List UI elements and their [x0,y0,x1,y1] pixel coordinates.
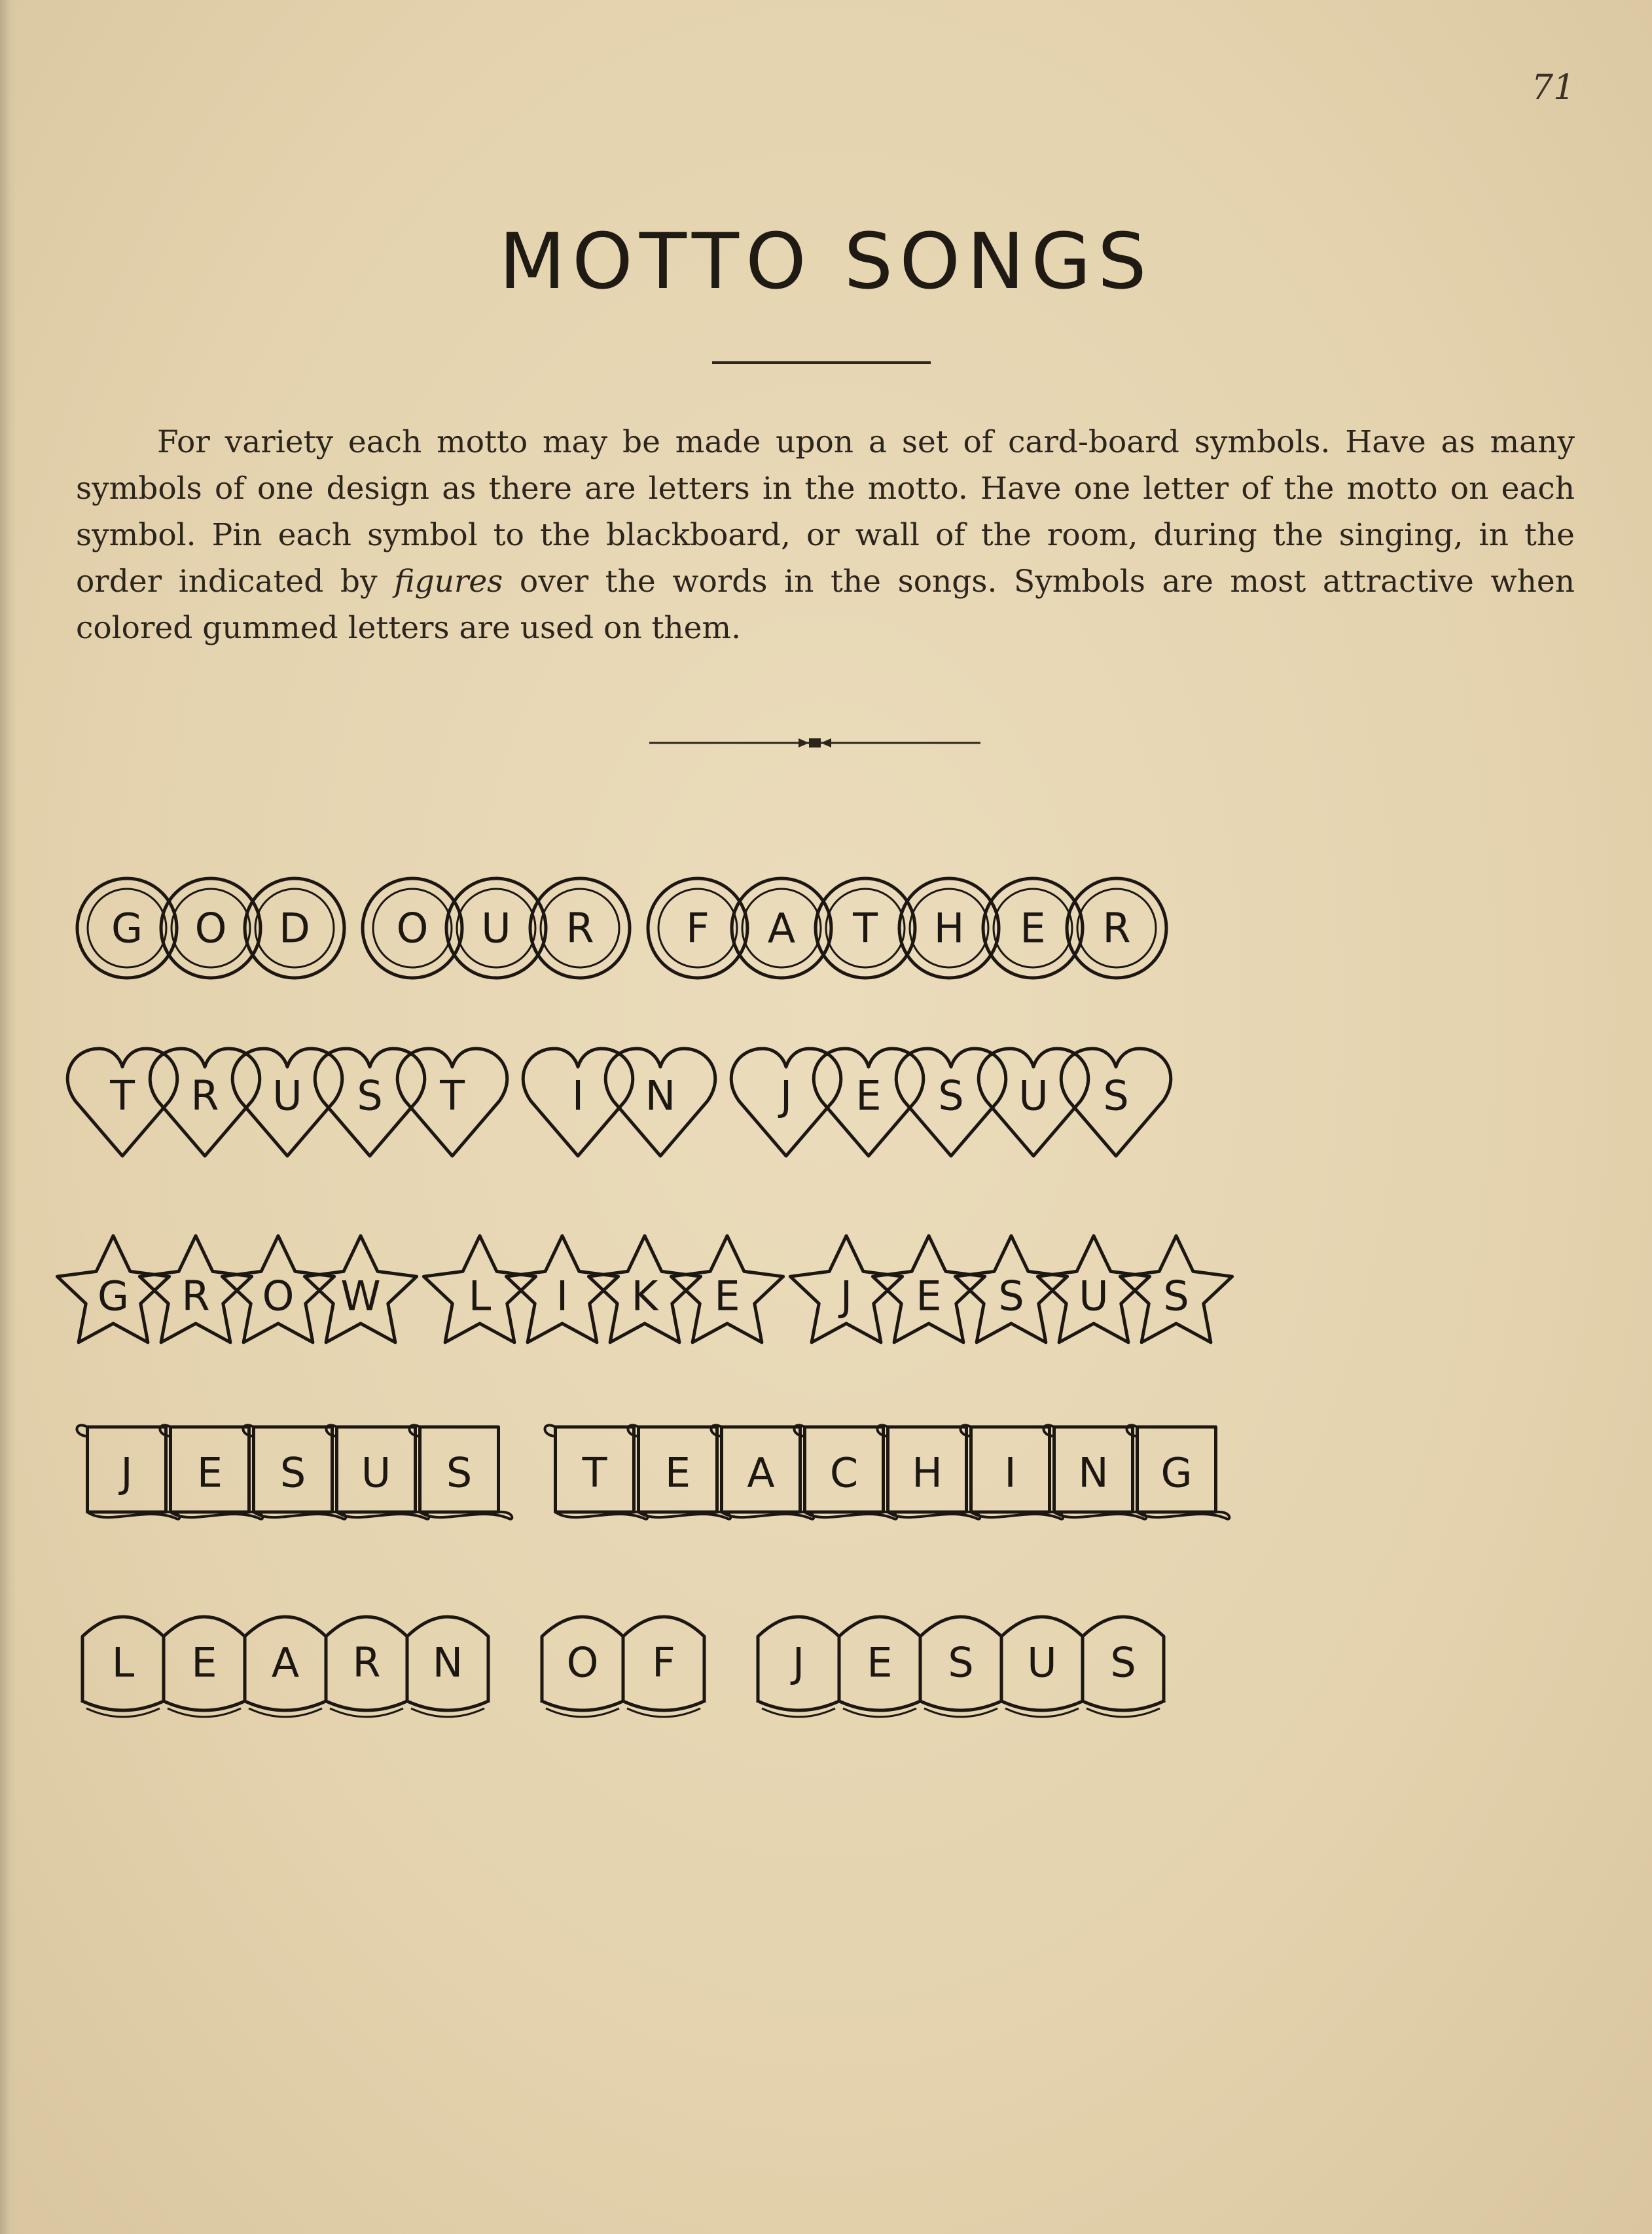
symbol-letter: J [120,1449,133,1497]
symbol-letter: J [780,1072,793,1120]
symbol-letter: O [396,904,429,952]
symbol-letter: O [194,904,227,952]
symbol-letter: S [948,1638,974,1687]
motto-word-jesus [731,1049,1171,1156]
symbol-letter: L [468,1272,492,1320]
symbol-letter: T [582,1449,607,1497]
motto-symbols-star [0,1224,1652,1355]
motto-row-5 [0,1597,1652,1728]
motto-row-2 [0,1038,1652,1169]
book-symbol [1081,1617,1165,1717]
motto-symbols-heart [0,1038,1652,1169]
scroll-symbol [326,1425,429,1519]
scroll-symbol [794,1425,897,1519]
symbol-letter: U [361,1449,391,1497]
scroll-symbol [1126,1425,1229,1519]
symbol-letter: R [190,1072,219,1120]
symbol-letter: K [631,1272,658,1320]
motto-word-jesus [790,1236,1232,1342]
title-rule [712,361,931,364]
book-symbol [406,1617,490,1717]
book-symbol [541,1617,624,1717]
motto-word-of [541,1617,706,1717]
symbol-letter: O [566,1638,599,1687]
motto-row-1 [0,863,1652,994]
symbol-letter: A [271,1638,300,1687]
intro-paragraph [76,419,1575,651]
scroll-symbol [160,1425,262,1519]
symbol-letter: S [998,1272,1024,1320]
symbol-letter: J [792,1638,805,1687]
page-number: 71 [1532,68,1575,107]
symbol-letter: U [481,904,511,952]
book-symbol [81,1617,165,1717]
symbol-letter: I [571,1072,584,1120]
symbol-letter: I [1004,1449,1016,1497]
symbol-letter: S [446,1449,473,1497]
symbol-letter: S [279,1449,306,1497]
motto-word-trust [67,1049,507,1156]
scroll-symbol [545,1425,647,1519]
symbol-letter: R [566,904,594,952]
symbol-letter: N [645,1072,676,1120]
symbol-letter: T [853,904,878,952]
symbol-letter: E [855,1072,882,1120]
symbol-letter: E [867,1638,893,1687]
book-symbol [325,1617,408,1717]
motto-word-father [648,878,1166,978]
motto-symbols-book [0,1597,1652,1728]
symbol-letter: R [352,1638,381,1687]
book-symbol [919,1617,1003,1717]
symbol-letter: N [432,1638,463,1687]
book-symbol [162,1617,246,1717]
scroll-symbol [877,1425,980,1519]
symbol-letter: R [181,1272,210,1320]
symbol-letter: L [111,1638,135,1687]
motto-word-jesus [77,1425,512,1519]
symbol-letter: N [1078,1449,1109,1497]
symbol-letter: E [1020,904,1046,952]
symbol-letter: F [652,1638,675,1687]
symbol-letter: F [686,904,709,952]
symbol-letter: G [111,904,143,952]
symbol-letter: T [440,1072,465,1120]
symbol-letter: E [196,1449,223,1497]
symbol-letter: O [262,1272,295,1320]
symbol-letter: S [1110,1638,1136,1687]
symbol-letter: T [110,1072,135,1120]
ornament-divider [649,733,980,753]
motto-symbols-scroll [0,1407,1652,1538]
symbol-letter: U [272,1072,302,1120]
symbol-letter: H [933,904,965,952]
motto-word-like [423,1236,783,1342]
motto-word-in [523,1049,715,1156]
scroll-symbol [960,1425,1063,1519]
symbol-letter: J [840,1272,853,1320]
symbol-letter: E [916,1272,942,1320]
scroll-symbol [77,1425,179,1519]
symbol-letter: H [912,1449,943,1497]
motto-word-our [363,878,630,978]
symbol-letter: G [1160,1449,1193,1497]
symbol-letter: C [829,1449,859,1497]
motto-symbols-circle [0,863,1652,994]
scroll-symbol [628,1425,730,1519]
symbol-letter: U [1079,1272,1109,1320]
motto-word-teaching [545,1425,1229,1519]
book-symbol [243,1617,327,1717]
scroll-symbol [243,1425,346,1519]
motto-word-learn [81,1617,490,1717]
symbol-letter: E [664,1449,691,1497]
book-symbol [838,1617,922,1717]
symbol-letter: S [938,1072,964,1120]
symbol-letter: S [357,1072,383,1120]
intro-text-part-1: For variety each motto may be made upon a set of card-board symbols. Have as many symbols of one design as there are letters in the motto. Have one letter of the motto on each symbol. Pin each symbol to the blackboard, or wall of the room, during the singing, in the order indicated by [76,424,1575,600]
motto-word-grow [57,1236,416,1342]
motto-row-4 [0,1407,1652,1538]
symbol-letter: A [747,1449,775,1497]
scroll-symbol [1043,1425,1146,1519]
motto-row-3 [0,1224,1652,1355]
symbol-letter: G [97,1272,130,1320]
symbol-letter: R [1102,904,1131,952]
symbol-letter: U [1027,1638,1057,1687]
scroll-symbol [409,1425,512,1519]
intro-text-part-2: over the words in the songs. Symbols are most attractive when colored gummed letters are used on them. [76,564,1575,646]
symbol-letter: S [1163,1272,1189,1320]
symbol-letter: A [767,904,796,952]
page-title: MOTTO SONGS [499,216,1153,306]
symbol-letter: D [279,904,310,952]
symbol-letter: S [1103,1072,1129,1120]
symbol-letter: W [340,1272,381,1320]
scroll-symbol [711,1425,814,1519]
motto-word-jesus [757,1617,1165,1717]
symbol-letter: U [1018,1072,1049,1120]
symbol-letter: E [714,1272,740,1320]
symbol-letter: I [556,1272,569,1320]
book-symbol [622,1617,706,1717]
motto-word-god [77,878,344,978]
book-symbol [757,1617,840,1717]
book-symbol [1000,1617,1084,1717]
intro-emphasis: figures [394,564,503,600]
symbol-letter: E [191,1638,217,1687]
